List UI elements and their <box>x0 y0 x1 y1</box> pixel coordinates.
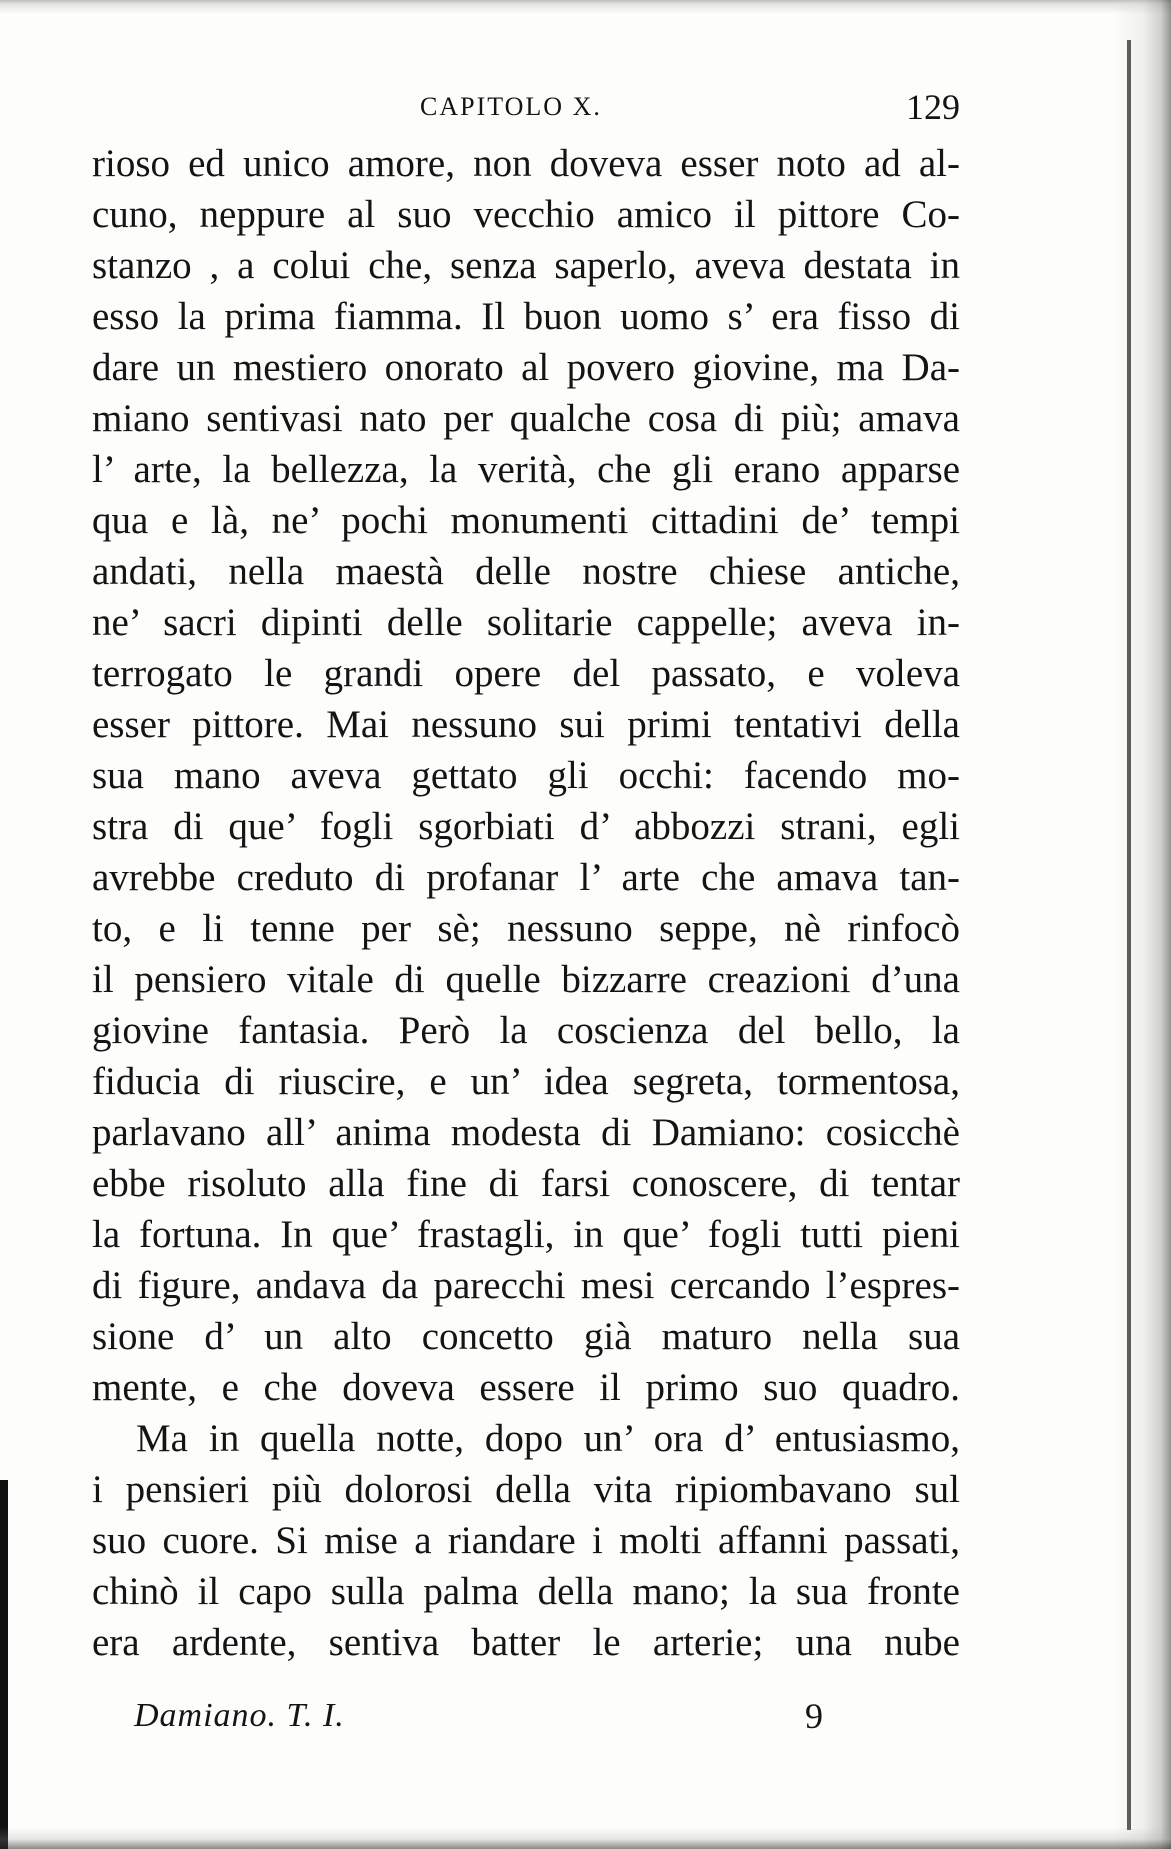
running-title: CAPITOLO X. <box>420 92 602 121</box>
text-line: il pensiero vitale di quelle bizzarre creazioni d’una <box>92 958 960 1001</box>
text-line: mente, e che doveva essere il primo suo quadro. <box>92 1366 960 1409</box>
text-line: stra di que’ fogli sgorbiati d’ abbozzi strani, egli <box>92 805 960 848</box>
gathering-signature: 9 <box>805 1696 823 1736</box>
text-line: qua e là, ne’ pochi monumenti cittadini de’ tempi <box>92 499 960 542</box>
text-line: andati, nella maestà delle nostre chiese antiche, <box>92 550 960 593</box>
scan-edge-bottom <box>0 1827 1171 1849</box>
text-line: era ardente, sentiva batter le arterie; una nube <box>92 1621 960 1664</box>
page-footer <box>92 1697 960 1741</box>
text-line: chinò il capo sulla palma della mano; la sua fronte <box>92 1570 960 1613</box>
text-line: sua mano aveva gettato gli occhi: facendo mo- <box>92 754 960 797</box>
text-line-paragraph-start: Ma in quella notte, dopo un’ ora d’ entusiasmo, <box>136 1417 960 1460</box>
page-header <box>90 88 960 132</box>
text-line: giovine fantasia. Però la coscienza del bello, la <box>92 1009 960 1052</box>
text-line: miano sentivasi nato per qualche cosa di più; amava <box>92 397 960 440</box>
scan-edge-right <box>1113 0 1171 1849</box>
text-line: rioso ed unico amore, non doveva esser noto ad al- <box>92 142 960 185</box>
text-line: di figure, andava da parecchi mesi cercando l’espres- <box>92 1264 960 1307</box>
text-line: ebbe risoluto alla fine di farsi conoscere, di tentar <box>92 1162 960 1205</box>
text-line: l’ arte, la bellezza, la verità, che gli erano apparse <box>92 448 960 491</box>
text-line: avrebbe creduto di profanar l’ arte che amava tan- <box>92 856 960 899</box>
text-line: dare un mestiero onorato al povero giovine, ma Da- <box>92 346 960 389</box>
text-line: suo cuore. Si mise a riandare i molti affanni passati, <box>92 1519 960 1562</box>
text-line: sione d’ un alto concetto già maturo nella sua <box>92 1315 960 1358</box>
text-line: to, e li tenne per sè; nessuno seppe, nè rinfocò <box>92 907 960 950</box>
text-line: parlavano all’ anima modesta di Damiano: cosicchè <box>92 1111 960 1154</box>
body-text <box>92 138 960 1668</box>
scan-binding-line <box>1127 40 1131 1830</box>
text-line: terrogato le grandi opere del passato, e voleva <box>92 652 960 695</box>
text-line: esso la prima fiamma. Il buon uomo s’ era fisso di <box>92 295 960 338</box>
signature-mark-text: Damiano. T. I. <box>134 1697 345 1734</box>
text-line: fiducia di riuscire, e un’ idea segreta, tormentosa, <box>92 1060 960 1103</box>
text-line: esser pittore. Mai nessuno sui primi tentativi della <box>92 703 960 746</box>
text-line: stanzo , a colui che, senza saperlo, aveva destata in <box>92 244 960 287</box>
scan-edge-left <box>0 1480 8 1849</box>
text-line: ne’ sacri dipinti delle solitarie cappelle; aveva in- <box>92 601 960 644</box>
text-line: la fortuna. In que’ frastagli, in que’ fogli tutti pieni <box>92 1213 960 1256</box>
page-number: 129 <box>906 87 960 127</box>
text-line: cuno, neppure al suo vecchio amico il pittore Co- <box>92 193 960 236</box>
text-line: i pensieri più dolorosi della vita ripiombavano sul <box>92 1468 960 1511</box>
scan-edge-top <box>0 0 1171 14</box>
